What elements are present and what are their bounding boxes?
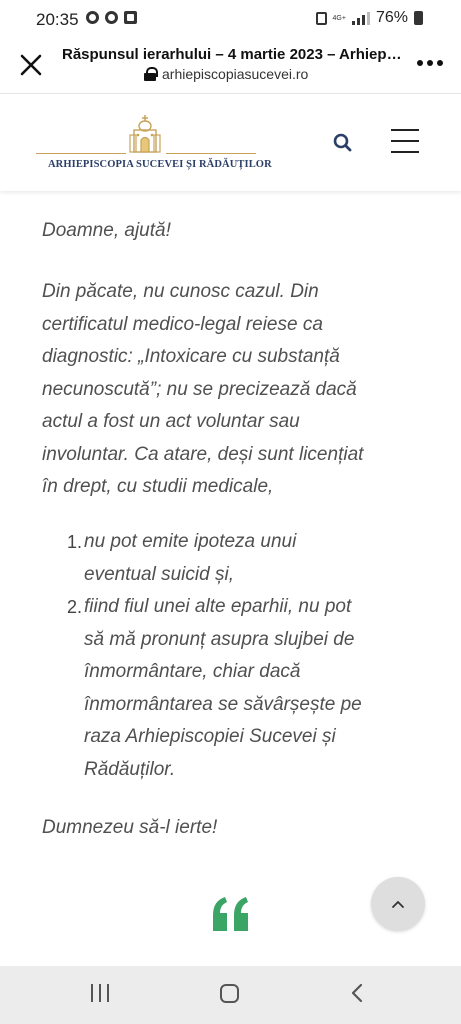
close-button[interactable] [14,48,48,82]
recent-apps-button[interactable] [91,984,109,1002]
list-item: 1. nu pot emite ipoteza unui eventual suicid și, [42,526,422,591]
article-paragraph: Din păcate, nu cunosc cazul. Din certificatul medico-legal reiese ca diagnostic: „Intoxicare cu substanță necunoscută”; nu se precizează dacă actul a fost un act voluntar sau involuntar. Ca atare, deși sunt licențiat în drept, cu studii medicale, [42,281,364,497]
browser-toolbar [0,38,461,94]
url-text: arhiepiscopiasucevei.ro [162,66,309,82]
notification-icons [86,11,137,24]
chevron-up-icon [390,896,406,912]
back-button[interactable] [350,983,364,1003]
quote-icon [209,893,253,933]
chrome-notification-icon [86,11,99,24]
search-icon [332,132,354,154]
battery-icon [414,11,423,25]
site-header [0,95,461,191]
url-display[interactable] [144,66,308,82]
home-button[interactable] [220,984,239,1003]
system-navigation-bar [0,966,461,1024]
list-item: 2. fiind fiul unei alte eparhii, nu pot să mă pronunț asupra slujbei de înmormântare, chiar dacă înmormântarea se săvârșește pe raza Arhiepiscopiei Sucevei și Rădăuților. [42,591,422,786]
closing: Dumnezeu să-l ierte! [42,817,218,838]
list-number: 1. [67,532,83,552]
chrome-notification-icon [105,11,118,24]
site-logo[interactable] [36,109,272,171]
close-icon [14,48,48,82]
app-notification-icon [124,11,137,24]
battery-level: 76% [375,9,408,26]
network-type: 4G+ [332,14,346,22]
more-vertical-icon [417,60,423,66]
scroll-to-top-button[interactable] [371,877,425,931]
screen-lock-icon [316,12,327,25]
lock-icon [144,67,156,81]
page-title: Răspunsul ierarhului – 4 martie 2023 – Arhiep… [62,46,402,63]
hamburger-menu-icon [391,129,419,131]
list-number: 2. [67,597,83,617]
signal-icon [352,12,370,25]
greeting: Doamne, ajută! [42,220,171,241]
status-right [316,9,423,27]
recent-apps-icon [91,984,93,1002]
status-bar [0,0,461,38]
menu-button[interactable] [391,129,419,153]
logo-text: ARHIEPISCOPIA SUCEVEI ȘI RĂDĂUȚILOR [48,159,272,170]
cathedral-emblem-icon [126,113,164,155]
numbered-list [42,526,422,786]
search-button[interactable] [332,132,354,154]
status-time: 20:35 [36,10,79,29]
more-options-button[interactable] [417,60,443,66]
